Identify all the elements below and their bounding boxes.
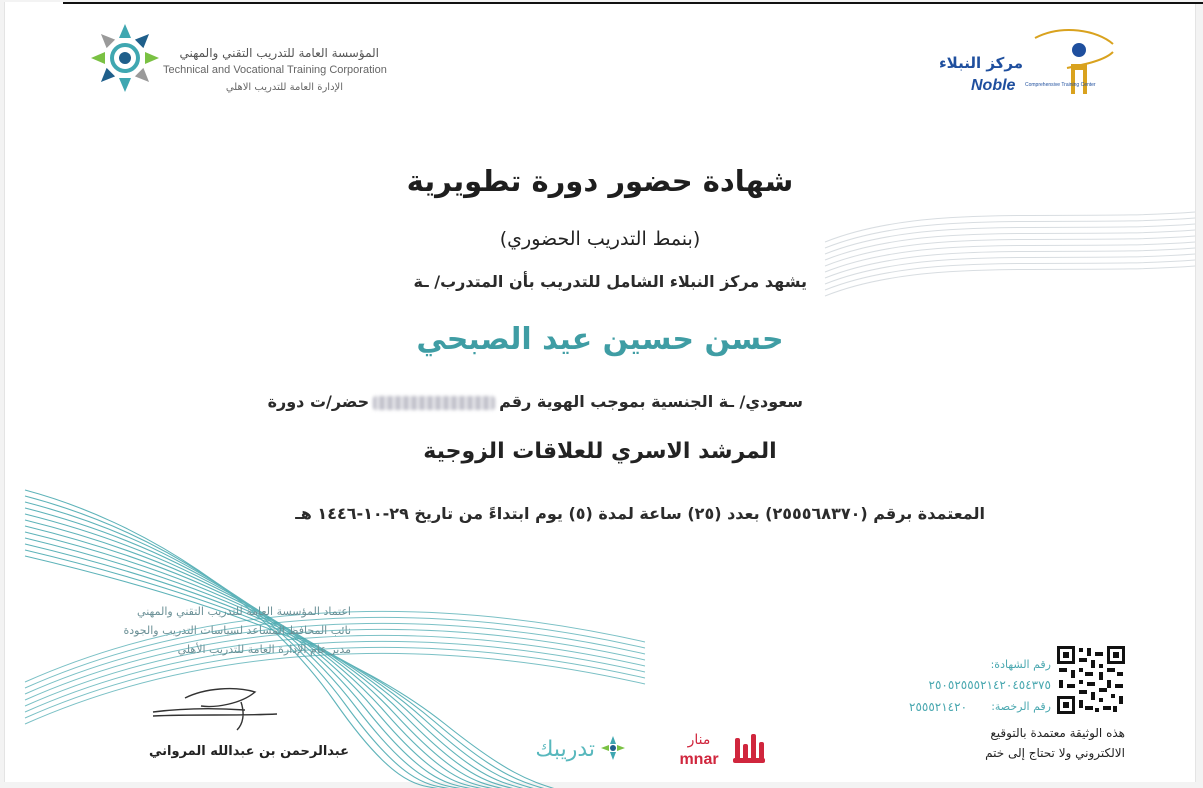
signature-line-1: اعتماد المؤسسة العامة للتدريب التقني والمهني — [137, 605, 351, 618]
mnar-en: mnar — [679, 751, 719, 768]
noble-center-ar: مركز النبلاء — [939, 54, 1023, 72]
handwritten-signature — [145, 678, 285, 732]
nationality-suffix: حضر/ت دورة — [267, 392, 370, 411]
certificate-title: شهادة حضور دورة تطويرية — [406, 164, 794, 198]
certificate-number-value: ٢٥٠٥٢٥٥٥٢١٤٢٠٤٥٤٣٧٥ — [928, 678, 1051, 692]
tvtc-name-ar: المؤسسة العامة للتدريب التقني والمهني — [179, 46, 379, 60]
nationality-line — [268, 392, 803, 411]
tadreebak-text: تدريبك — [535, 737, 595, 762]
certificate-page — [4, 2, 1196, 782]
signer-name: عبدالرحمن بن عبدالله المرواني — [149, 744, 349, 759]
mnar-ar: منار — [687, 732, 711, 748]
certificate-subtitle: (بنمط التدريب الحضوري) — [499, 228, 701, 250]
license-number-value: ٢٥٥٥٢١٤٢٠ — [909, 700, 968, 714]
redacted-id — [373, 396, 495, 410]
tvtc-logo — [89, 20, 161, 96]
accreditation-line: المعتمدة برقم (٢٥٥٥٦٨٣٧٠) بعدد (٢٥) ساعة لمدة (٥) يوم ابتداءً من تاريخ ٢٩-١٠-١٤٤٦ هـ — [295, 504, 985, 523]
course-name: المرشد الاسري للعلاقات الزوجية — [423, 439, 777, 464]
signature-line-3: مدير عام الإدارة العامة للتدريب الأهلي — [177, 643, 351, 656]
noble-logo — [939, 24, 1117, 98]
tvtc-name-en: Technical and Vocational Training Corporation — [163, 64, 387, 76]
signature-line-2: نائب المحافظ المساعد لسياسات التدريب والجودة — [123, 624, 351, 637]
certificate-statement: يشهد مركز النبلاء الشامل للتدريب بأن المتدرب/ ـة — [413, 272, 807, 291]
certificate-number-label: رقم الشهادة: — [990, 658, 1051, 671]
esign-note-line-1: هذه الوثيقة معتمدة بالتوقيع — [990, 726, 1125, 740]
qr-code-icon[interactable] — [1055, 644, 1127, 716]
nationality-prefix: سعودي/ ـة الجنسية بموجب الهوية رقم — [499, 392, 803, 411]
noble-en: Noble — [971, 77, 1016, 94]
esign-note-line-2: الالكتروني ولا تحتاج إلى ختم — [985, 746, 1125, 760]
noble-tagline: Comprehensive Training Center — [1025, 82, 1096, 88]
trainee-name: حسن حسين عيد الصبحي — [416, 322, 784, 357]
license-number-label: رقم الرخصة: — [991, 700, 1051, 713]
tadreebak-logo — [505, 728, 635, 768]
signature-block — [101, 602, 351, 659]
mnar-logo — [655, 724, 769, 772]
tvtc-dept-ar: الإدارة العامة للتدريب الاهلي — [225, 82, 343, 93]
